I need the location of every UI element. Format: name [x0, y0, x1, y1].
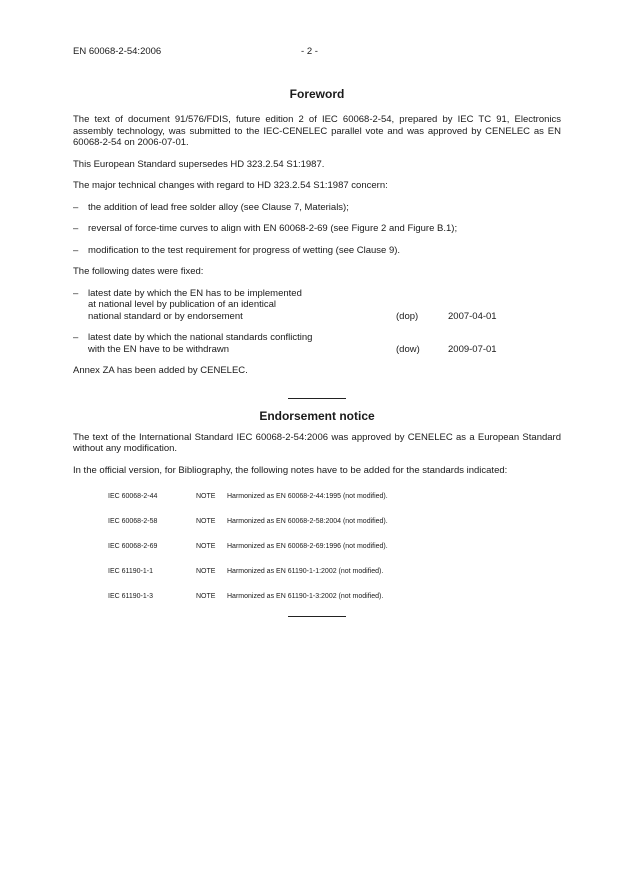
note-standard: IEC 60068-2-44: [108, 493, 158, 500]
note-row: [108, 517, 561, 542]
note-label: NOTE: [196, 518, 216, 525]
note-label: NOTE: [196, 493, 216, 500]
list-item: [73, 202, 561, 214]
page-number: - 2 -: [301, 46, 318, 57]
dash-bullet: –: [73, 287, 79, 299]
bibliography-intro-paragraph: In the official version, for Bibliography, the following notes have to be added for the standards indicated:: [73, 464, 508, 476]
list-item: [73, 223, 561, 235]
note-text: Harmonized as EN 60068-2-44:1995 (not modified).: [227, 493, 388, 500]
date-item-line: national standard or by endorsement: [88, 310, 243, 322]
foreword-title: Foreword: [289, 87, 345, 101]
note-text: Harmonized as EN 61190-1-1:2002 (not modified).: [227, 568, 384, 575]
note-row: [108, 567, 561, 592]
note-standard: IEC 60068-2-69: [108, 543, 158, 550]
dash-bullet: –: [73, 244, 79, 256]
date-value: 2007-04-01: [448, 310, 497, 322]
change-item-text: the addition of lead free solder alloy (see Clause 7, Materials);: [88, 201, 349, 213]
date-code: (dop): [396, 310, 419, 322]
date-code: (dow): [396, 343, 420, 355]
changes-intro-paragraph: The major technical changes with regard to HD 323.2.54 S1:1987 concern:: [73, 180, 388, 191]
note-text: Harmonized as EN 61190-1-3:2002 (not modified).: [227, 593, 384, 600]
note-standard: IEC 61190-1-3: [108, 593, 154, 600]
date-item-line: with the EN have to be withdrawn: [88, 343, 229, 355]
date-value: 2009-07-01: [448, 343, 497, 355]
date-item-line: latest date by which the national standards conflicting: [88, 332, 313, 343]
date-item-line: at national level by publication of an identical: [88, 299, 277, 310]
date-item-line: latest date by which the EN has to be implemented: [88, 287, 302, 299]
section-separator: [288, 398, 346, 399]
note-row: [108, 492, 561, 517]
dash-bullet: –: [73, 201, 79, 213]
note-label: NOTE: [196, 543, 216, 550]
note-standard: IEC 60068-2-58: [108, 518, 158, 525]
note-text: Harmonized as EN 60068-2-69:1996 (not modified).: [227, 543, 388, 550]
note-standard: IEC 61190-1-1: [108, 568, 154, 575]
note-row: [108, 542, 561, 567]
document-id: EN 60068-2-54:2006: [73, 46, 162, 57]
foreword-intro-paragraph: The text of document 91/576/FDIS, future edition 2 of IEC 60068-2-54, prepared by IEC TC 91, Electronics assembly technology, was submitted to the IEC-CENELEC parallel vote and was approved by CENELEC as EN 60068-2-54 on 2006-07-01.: [73, 114, 561, 148]
bibliography-notes: [108, 492, 561, 617]
note-text: Harmonized as EN 60068-2-58:2004 (not modified).: [227, 518, 388, 525]
note-label: NOTE: [196, 593, 216, 600]
list-item: [73, 245, 561, 257]
change-item-text: modification to the test requirement for progress of wetting (see Clause 9).: [88, 244, 401, 256]
dash-bullet: –: [73, 332, 79, 343]
date-item-dop: [73, 288, 561, 323]
dates-intro-paragraph: The following dates were fixed:: [73, 266, 204, 277]
supersedes-paragraph: This European Standard supersedes HD 323.2.54 S1:1987.: [73, 158, 325, 170]
endorsement-title: Endorsement notice: [259, 408, 375, 423]
endorsement-paragraph: The text of the International Standard IEC 60068-2-54:2006 was approved by CENELEC as a European Standard without any modification.: [73, 431, 561, 454]
dash-bullet: –: [73, 223, 79, 234]
note-label: NOTE: [196, 568, 216, 575]
note-row: [108, 592, 561, 617]
page-content: [73, 86, 561, 617]
change-item-text: reversal of force-time curves to align with EN 60068-2-69 (see Figure 2 and Figure B.1);: [88, 223, 458, 234]
date-item-dow: [73, 332, 561, 355]
annex-paragraph: Annex ZA has been added by CENELEC.: [73, 365, 248, 376]
